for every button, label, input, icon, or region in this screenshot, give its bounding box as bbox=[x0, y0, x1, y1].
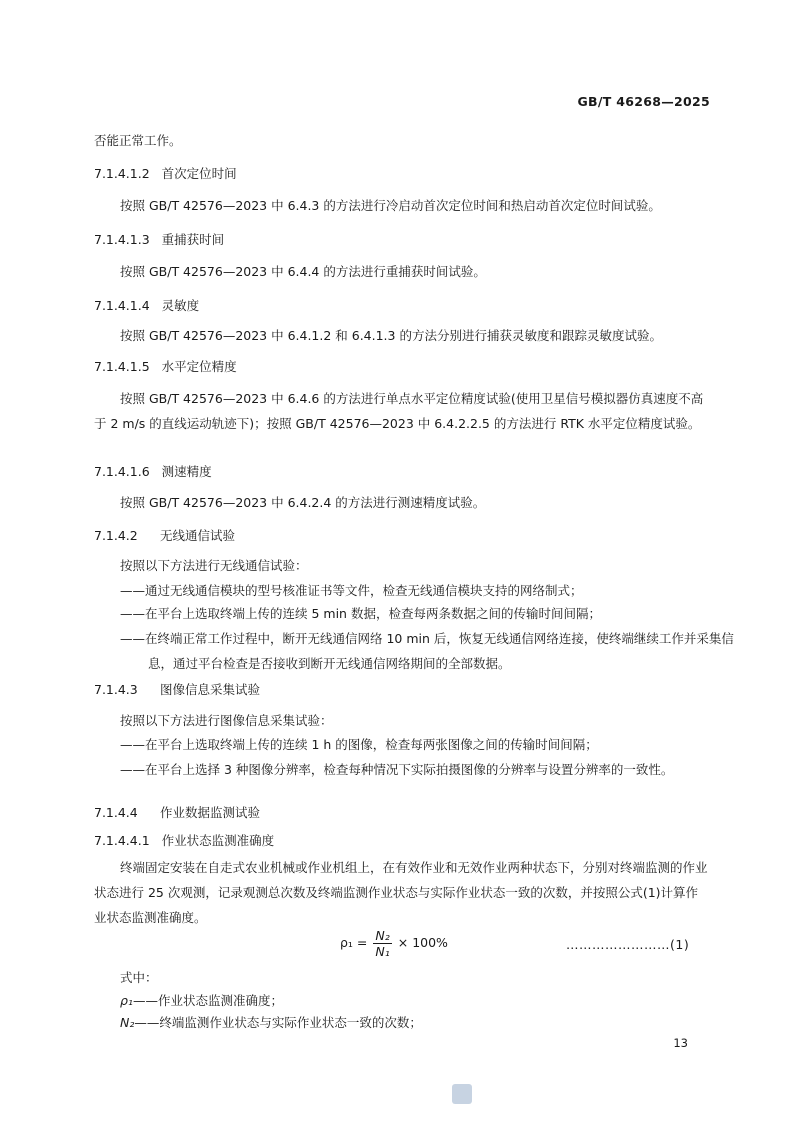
section-title: 无线通信试验 bbox=[160, 528, 236, 543]
variable-symbol: ρ₁ bbox=[120, 993, 133, 1008]
section-title: 作业数据监测试验 bbox=[160, 805, 261, 820]
formula-fraction bbox=[373, 928, 391, 959]
section-heading-7-1-4-1-6 bbox=[94, 462, 212, 482]
formula-rhs: × 100% bbox=[397, 935, 448, 950]
section-heading-7-1-4-1-2 bbox=[94, 164, 237, 184]
variable-symbol: N₂ bbox=[120, 1015, 135, 1030]
section-heading-7-1-4-1-4 bbox=[94, 296, 199, 316]
section-title: 灵敏度 bbox=[161, 298, 200, 313]
standard-code: GB/T 46268—2025 bbox=[577, 94, 710, 109]
paragraph-7-1-4-2: 按照以下方法进行无线通信试验： bbox=[120, 558, 308, 573]
where-label: 式中： bbox=[120, 970, 158, 985]
equation-number: ……………………(1) bbox=[566, 937, 690, 952]
section-title: 图像信息采集试验 bbox=[160, 682, 261, 697]
section-title: 测速精度 bbox=[161, 464, 212, 479]
section-number: 7.1.4.4.1 bbox=[94, 833, 150, 848]
section-heading-7-1-4-1-3 bbox=[94, 230, 224, 250]
section-heading-7-1-4-4-1 bbox=[94, 831, 274, 851]
watermark-logo bbox=[452, 1084, 472, 1104]
section-number: 7.1.4.1.2 bbox=[94, 166, 150, 181]
section-number: 7.1.4.4 bbox=[94, 805, 138, 820]
list-item: ——在平台上选取终端上传的连续 1 h 的图像，检查每两张图像之间的传输时间间隔； bbox=[120, 737, 598, 752]
paragraph-7-1-4-1-3: 按照 GB/T 42576—2023 中 6.4.4 的方法进行重捕获时间试验。 bbox=[120, 264, 486, 279]
formula-lhs: ρ₁ = bbox=[340, 935, 368, 950]
section-title: 重捕获时间 bbox=[161, 232, 225, 247]
paragraph-7-1-4-1-5: 按照 GB/T 42576—2023 中 6.4.6 的方法进行单点水平定位精度试验(使用卫星信号模拟器仿真速度不高于 2 m/s 的直线运动轨迹下)；按照 GB/T 42576—2023 中 6.4.2.2.5 的方法进行 RTK 水平定位精度试验。 bbox=[94, 391, 704, 431]
paragraph-7-1-4-4-1: 终端固定安装在自走式农业机械或作业机组上，在有效作业和无效作业两种状态下，分别对终端监测的作业状态进行 25 次观测，记录观测总次数及终端监测作业状态与实际作业状态一致的次数，并按照公式(1)计算作业状态监测准确度。 bbox=[94, 860, 708, 925]
section-heading-7-1-4-1-5 bbox=[94, 357, 237, 377]
section-number: 7.1.4.1.6 bbox=[94, 464, 150, 479]
section-number: 7.1.4.1.4 bbox=[94, 298, 150, 313]
variable-description: ——终端监测作业状态与实际作业状态一致的次数； bbox=[134, 1015, 422, 1030]
formula-denominator: N₁ bbox=[375, 944, 390, 959]
section-title: 首次定位时间 bbox=[161, 166, 237, 181]
paragraph-continuation: 否能正常工作。 bbox=[94, 133, 182, 148]
section-number: 7.1.4.2 bbox=[94, 528, 138, 543]
formula-1 bbox=[340, 928, 448, 959]
variable-description: ——作业状态监测准确度； bbox=[132, 993, 283, 1008]
section-heading-7-1-4-4 bbox=[94, 803, 260, 823]
list-item: ——在平台上选择 3 种图像分辨率，检查每种情况下实际拍摄图像的分辨率与设置分辨率的一致性。 bbox=[120, 762, 674, 777]
variable-definition bbox=[120, 990, 283, 1012]
section-title: 作业状态监测准确度 bbox=[161, 833, 275, 848]
section-heading-7-1-4-3 bbox=[94, 680, 260, 700]
section-number: 7.1.4.3 bbox=[94, 682, 138, 697]
section-heading-7-1-4-2 bbox=[94, 526, 235, 546]
section-number: 7.1.4.1.5 bbox=[94, 359, 150, 374]
list-item: ——在平台上选取终端上传的连续 5 min 数据，检查每两条数据之间的传输时间间隔； bbox=[120, 606, 601, 621]
paragraph-7-1-4-3: 按照以下方法进行图像信息采集试验： bbox=[120, 713, 333, 728]
formula-numerator: N₂ bbox=[375, 928, 390, 943]
paragraph-7-1-4-1-6: 按照 GB/T 42576—2023 中 6.4.2.4 的方法进行测速精度试验。 bbox=[120, 495, 486, 510]
section-title: 水平定位精度 bbox=[161, 359, 237, 374]
paragraph-7-1-4-1-4: 按照 GB/T 42576—2023 中 6.4.1.2 和 6.4.1.3 的方法分别进行捕获灵敏度和跟踪灵敏度试验。 bbox=[120, 328, 662, 343]
paragraph-7-1-4-1-2: 按照 GB/T 42576—2023 中 6.4.3 的方法进行冷启动首次定位时间和热启动首次定位时间试验。 bbox=[120, 198, 661, 213]
list-item: ——通过无线通信模块的型号核准证书等文件，检查无线通信模块支持的网络制式； bbox=[120, 583, 583, 598]
page-number: 13 bbox=[673, 1036, 688, 1050]
section-number: 7.1.4.1.3 bbox=[94, 232, 150, 247]
list-item: ——在终端正常工作过程中，断开无线通信网络 10 min 后，恢复无线通信网络连接，使终端继续工作并采集信息，通过平台检查是否接收到断开无线通信网络期间的全部数据。 bbox=[120, 631, 734, 671]
variable-definition bbox=[120, 1012, 422, 1034]
